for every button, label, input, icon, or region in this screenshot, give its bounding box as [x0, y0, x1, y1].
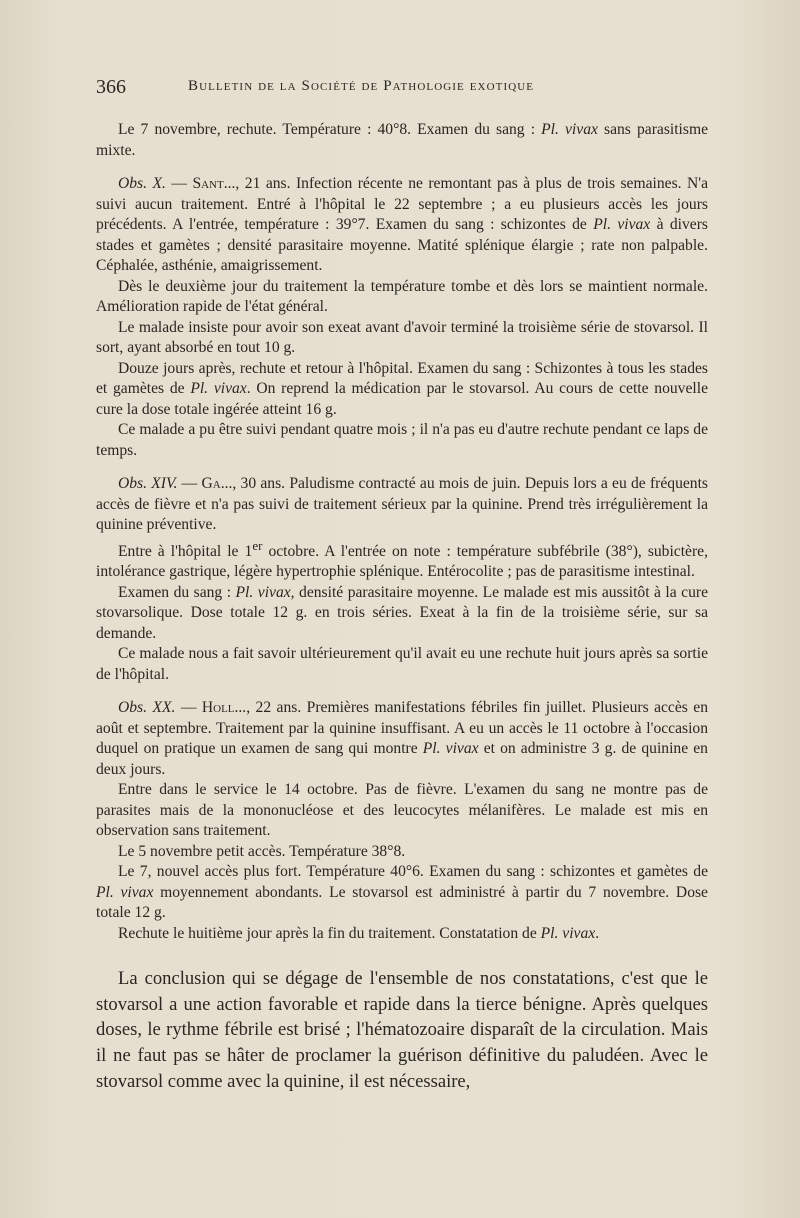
- obs-20-paragraph-2: Entre dans le service le 14 octobre. Pas de fièvre. L'examen du sang ne montre pas de parasites mais de la mononucléose et des leucocytes mélanifères. Le malade est mis en observation sans traitement.: [96, 781, 708, 840]
- text-span: . On reprend la médication par le stovarsol. Au cours de cette nouvelle cure la dose totale ingérée atteint 16 g.: [96, 380, 708, 418]
- text-span: Rechute le huitième jour après la fin du traitement. Constatation de: [118, 924, 541, 942]
- patient-name: Ga...: [201, 475, 233, 492]
- species-name: Pl. vivax: [190, 380, 247, 397]
- species-name: Pl. vivax: [593, 216, 651, 233]
- species-name: Pl. vivax,: [235, 583, 295, 601]
- text-span: à divers stades et gamètes ; densité parasitaire moyenne. Matité splénique élargie ; rate non palpable. Céphalée, asthénie, amaigrissement.: [96, 216, 708, 274]
- species-name: Pl. vivax: [541, 121, 598, 138]
- species-name: Pl. vivax: [540, 924, 596, 942]
- obs-20-paragraph: [96, 698, 708, 780]
- obs-label: Obs. XIV.: [118, 475, 178, 492]
- text-span: , 22 ans. Premières manifestations fébriles fin juillet. Plusieurs accès en août et septembre. Traitement par la quinine insuffisant. A eu un accès le 11 octobre à l'occasion duquel on pratique un examen de sang qui montre: [96, 699, 708, 758]
- text-span: Le 7, nouvel accès plus fort. Température 40°6. Examen du sang : schizontes et gamètes de: [118, 863, 708, 881]
- text-span: —: [165, 175, 193, 192]
- obs-label: Obs. X.: [118, 175, 166, 192]
- text-span: .: [595, 924, 600, 942]
- obs-14-paragraph-4: Ce malade nous a fait savoir ultérieurement qu'il avait eu une rechute huit jours après sa sortie de l'hôpital.: [96, 645, 708, 683]
- page-number: 366: [96, 76, 126, 98]
- obs-20-paragraph-4: [96, 862, 708, 924]
- patient-name: Holl...: [201, 699, 247, 717]
- obs-10-paragraph-2: Dès le deuxième jour du traitement la température tombe et dès lors se maintient normale. Amélioration rapide de l'état général.: [96, 277, 708, 315]
- patient-name: Sant...: [192, 175, 236, 192]
- obs-label: Obs. XX.: [118, 699, 176, 717]
- text-span: octobre. A l'entrée on note : température subfébrile (38°), subictère, intolérance gastrique, légère hypertrophie splénique. Entérocolite ; pas de parasitisme intestinal.: [96, 542, 708, 581]
- page-body: [96, 120, 708, 1113]
- text-span: densité parasitaire moyenne. Le malade est mis aussitôt à la cure stovarsolique. Dose totale 12 g. en trois séries. Exeat à la fin de la troisième série, sur sa demande.: [96, 583, 708, 642]
- text-span: Examen du sang :: [118, 583, 236, 601]
- text-span: et on administre 3 g. de quinine en deux jours.: [96, 740, 708, 778]
- text-span: sans parasitisme mixte.: [96, 121, 708, 159]
- text-span: , 21 ans. Infection récente ne remontant pas à plus de trois semaines. N'a suivi aucun traitement. Entré à l'hôpital le 22 septembre ; a eu plusieurs accès les jours précédents. A l'entrée, température : 39°7. Examen du sang : schizontes de: [96, 175, 709, 233]
- conclusion-paragraph: La conclusion qui se dégage de l'ensemble de nos constatations, c'est que le stovarsol a une action favorable et rapide dans la tierce bénigne. Après quelques doses, le rythme fébrile est brisé ; l'hématozoaire disparaît de la circulation. Mais il ne faut pas se hâter de proclamer la guérison définitive du paludéen. Avec le stovarsol comme avec la quinine, il est nécessaire,: [96, 968, 708, 1092]
- text-span: , 30 ans. Paludisme contracté au mois de juin. Depuis lors a eu de fréquents accès de fièvre et n'a pas suivi de traitement sérieux par la quinine. Prend très irrégulièrement la quinine préventive.: [96, 475, 708, 533]
- obs-14-paragraph: [96, 474, 708, 536]
- species-name: Pl. vivax: [422, 740, 479, 758]
- obs-14-paragraph-3: [96, 583, 708, 645]
- obs-10-paragraph: [96, 174, 708, 277]
- superscript: er: [252, 537, 263, 553]
- obs-20-paragraph-5: [96, 924, 708, 945]
- species-name: Pl. vivax: [96, 883, 154, 901]
- obs-20-paragraph-3: Le 5 novembre petit accès. Température 38°8.: [118, 842, 406, 860]
- running-head: Bulletin de la Société de Pathologie exotique: [188, 78, 535, 94]
- text-span: moyennement abondants. Le stovarsol est administré à partir du 7 novembre. Dose totale 12 g.: [96, 883, 708, 922]
- obs-10-paragraph-4: [96, 359, 708, 421]
- text-span: —: [177, 475, 202, 492]
- obs-14-paragraph-2: [96, 536, 708, 583]
- text-span: —: [175, 699, 202, 717]
- text-span: Le 7 novembre, rechute. Température : 40°8. Examen du sang :: [118, 121, 542, 138]
- text-span: Douze jours après, rechute et retour à l'hôpital. Examen du sang : Schizontes à tous les stades et gamètes de: [96, 359, 708, 397]
- page-header: [96, 76, 706, 102]
- paragraph-relapse-nov7: [96, 120, 708, 161]
- obs-10-paragraph-5: Ce malade a pu être suivi pendant quatre mois ; il n'a pas eu d'autre rechute pendant ce laps de temps.: [96, 421, 708, 459]
- text-span: Entre à l'hôpital le 1: [118, 542, 253, 560]
- obs-10-paragraph-3: Le malade insiste pour avoir son exeat avant d'avoir terminé la troisième série de stovarsol. Il sort, ayant absorbé en tout 10 g.: [96, 318, 708, 356]
